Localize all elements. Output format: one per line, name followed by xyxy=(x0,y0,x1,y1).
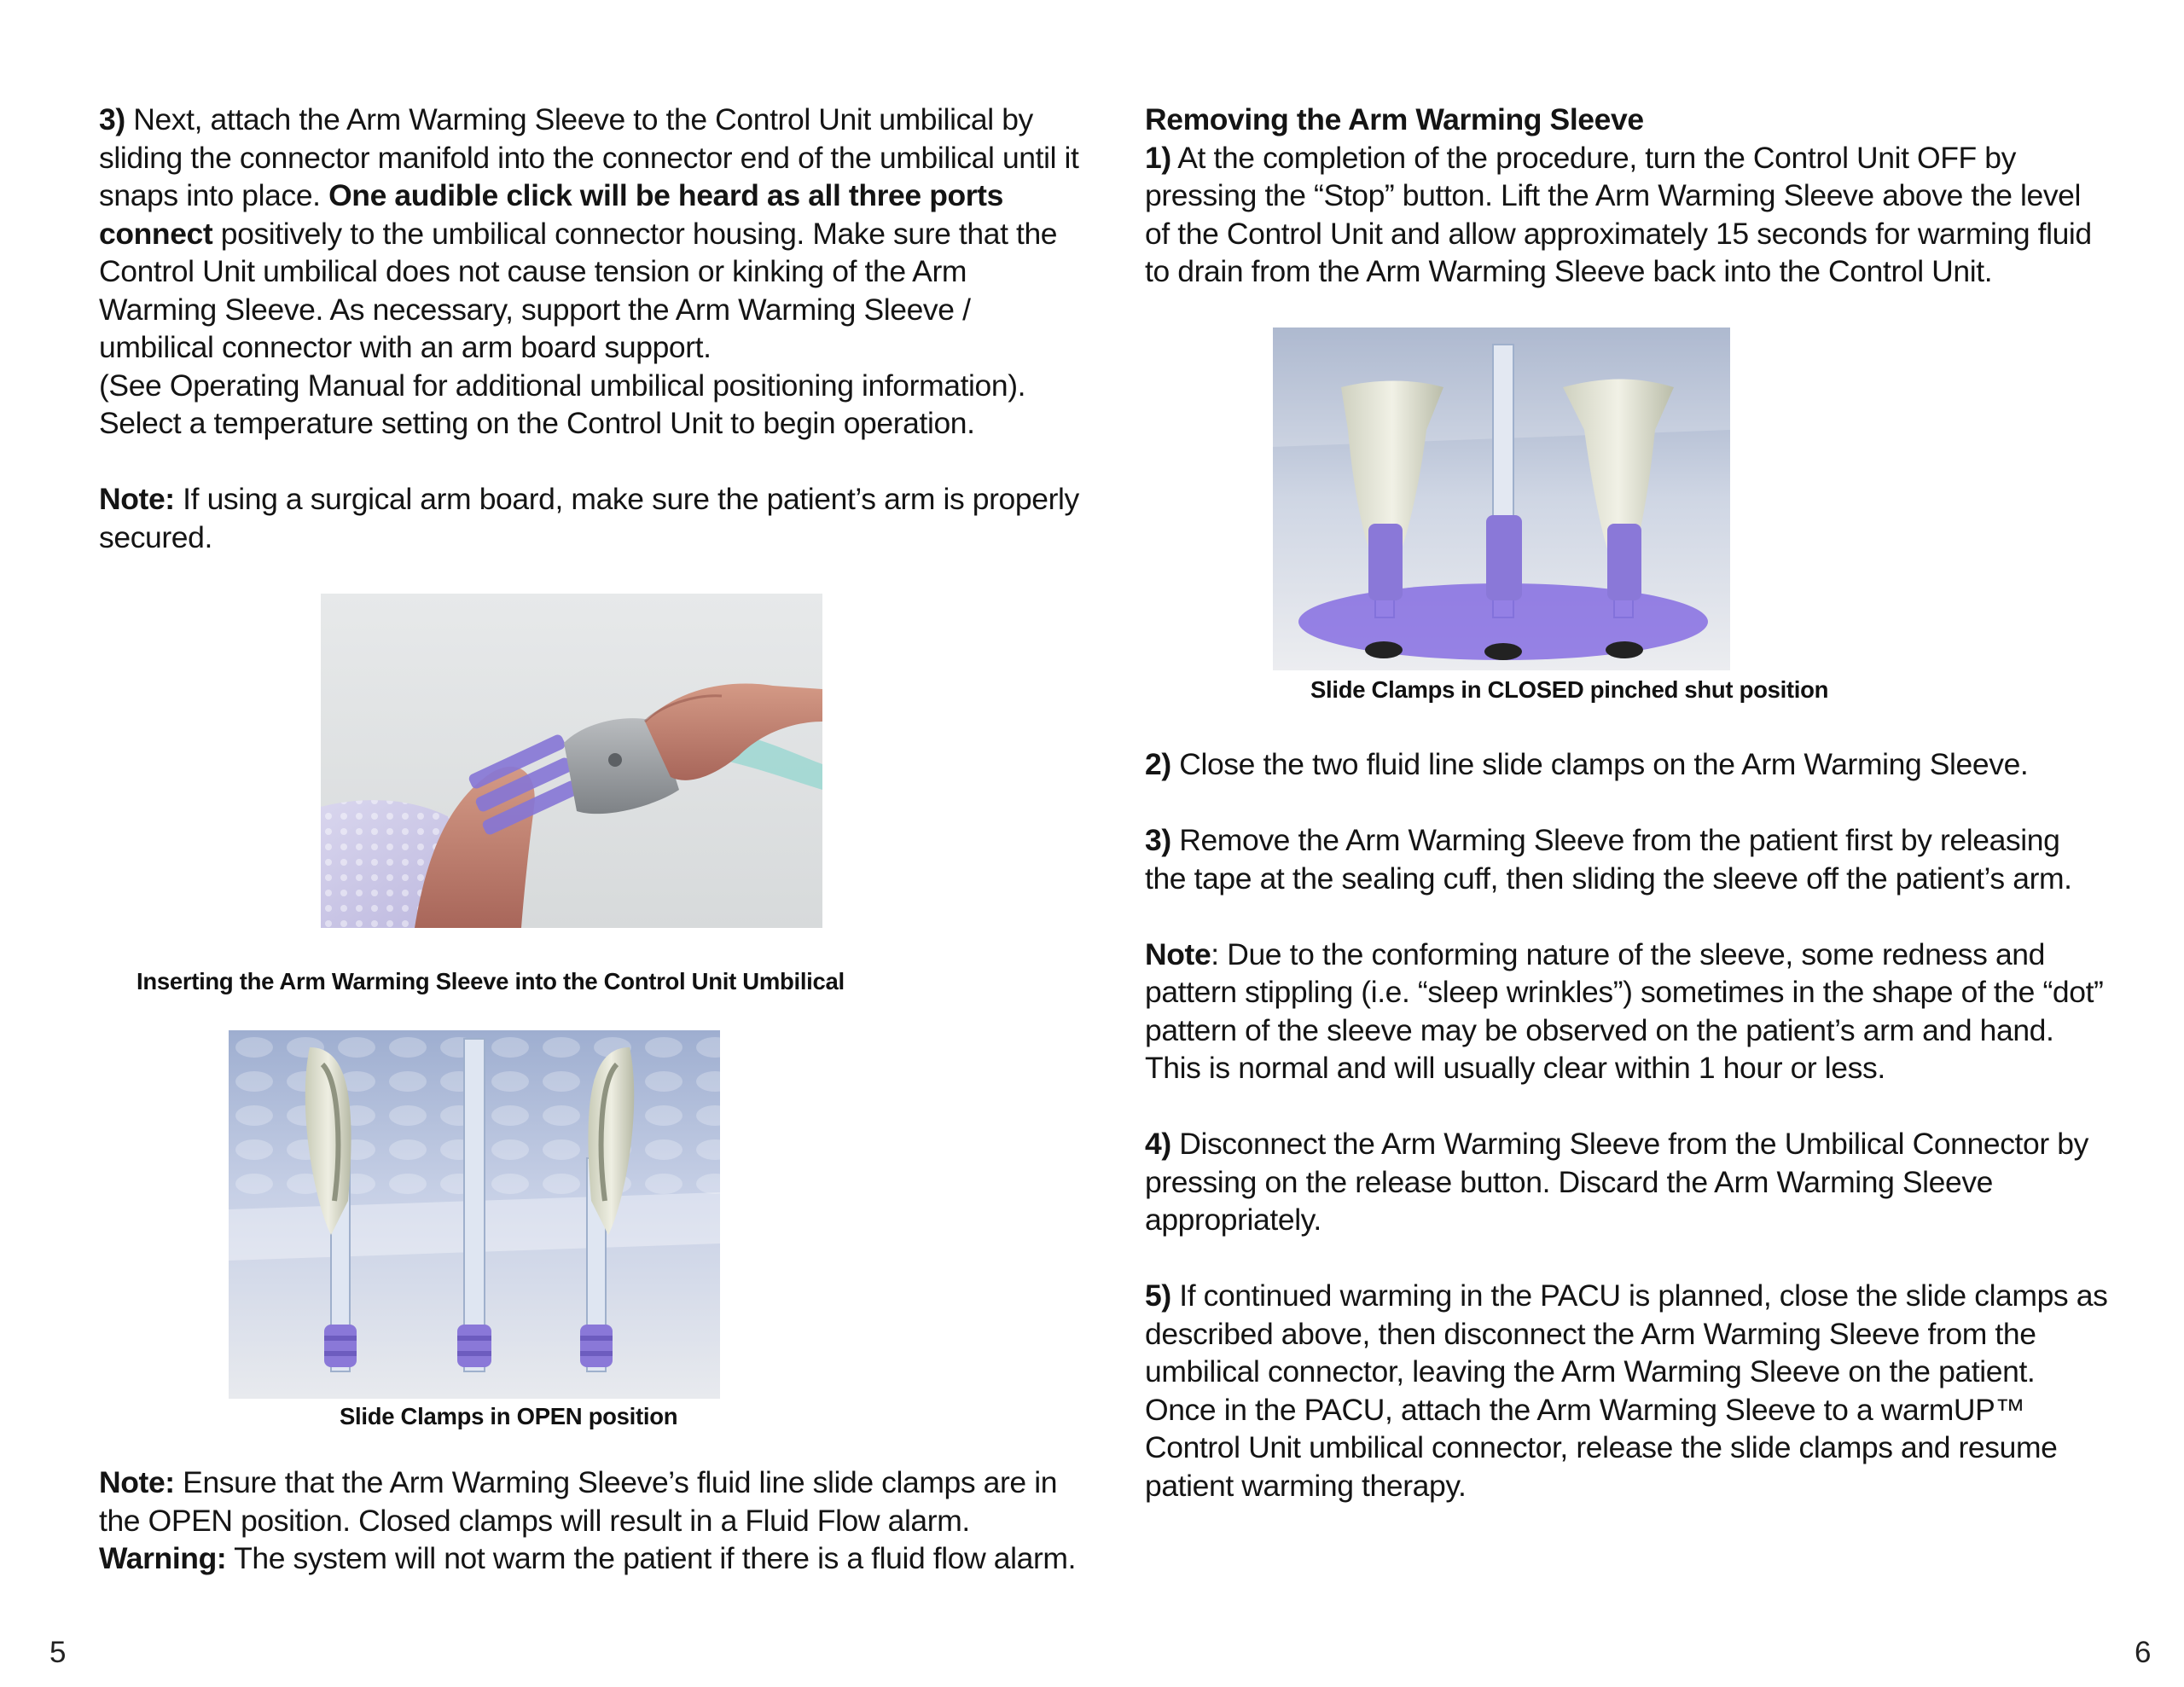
right-page-bottom-text xyxy=(1145,745,2109,1504)
photo-clamps-open xyxy=(229,1030,720,1399)
caption-clamps-closed: Slide Clamps in CLOSED pinched shut position xyxy=(1310,676,1829,703)
left-page-text xyxy=(99,101,1080,556)
note-redness: Note: Due to the conforming nature of the sleeve, some redness and pattern stippling (i.e. “sleep wrinkles”) sometimes in the shape of the “dot” pattern of the sleeve may be observed on the patient’s arm and hand. This is normal and will usually clear within 1 hour or less. xyxy=(1145,936,2104,1085)
step-4-paragraph: 4) Disconnect the Arm Warming Sleeve from the Umbilical Connector by pressing on the release button. Discard the Arm Warming Sleeve appropriately. xyxy=(1145,1127,2088,1237)
photo-clamps-closed xyxy=(1273,328,1730,670)
note-arm-board: Note: If using a surgical arm board, make sure the patient’s arm is properly secured. xyxy=(99,482,1079,554)
caption-inserting-sleeve: Inserting the Arm Warming Sleeve into the Control Unit Umbilical xyxy=(136,968,845,994)
step-3-paragraph: 3) Next, attach the Arm Warming Sleeve to the Control Unit umbilical by sliding the connector manifold into the connector end of the umbilical until it snaps into place. One audible click will be heard as all three ports connect positively to the umbilical connector housing. Make sure that the Control Unit umbilical does not cause tension or kinking of the Arm Warming Sleeve. As necessary, support the Arm Warming Sleeve / umbilical connector with an arm board support. xyxy=(99,102,1079,364)
step-5-paragraph: 5) If continued warming in the PACU is planned, close the slide clamps as described above, then disconnect the Arm Warming Sleeve from the umbilical connector, leaving the Arm Warming Sleeve on the patient. Once in the PACU, attach the Arm Warming Sleeve to a warmUP™ Control Unit umbilical connector, release the slide clamps and resume patient warming therapy. xyxy=(1145,1278,2108,1503)
note-open-clamps: Note: Ensure that the Arm Warming Sleeve’s fluid line slide clamps are in the OPEN position. Closed clamps will result in a Fluid Flow alarm. xyxy=(99,1465,1058,1538)
section-heading: Removing the Arm Warming Sleeve xyxy=(1145,102,1644,136)
step-1-paragraph: 1) At the completion of the procedure, turn the Control Unit OFF by pressing the “Stop” button. Lift the Arm Warming Sleeve above the level of the Control Unit and allow approximately 15 seconds for warming fluid to drain from the Arm Warming Sleeve back into the Control Unit. xyxy=(1145,140,2092,288)
step-3-removal-paragraph: 3) Remove the Arm Warming Sleeve from the patient first by releasing the tape at the sealing cuff, then sliding the sleeve off the patient’s arm. xyxy=(1145,823,2072,896)
operating-manual-paragraph: (See Operating Manual for additional umbilical positioning information). Select a temperature setting on the Control Unit to begin operation. xyxy=(99,368,1026,440)
page-number-right: 6 xyxy=(2135,1636,2152,1669)
caption-clamps-open: Slide Clamps in OPEN position xyxy=(340,1403,678,1429)
right-page-top-text xyxy=(1145,101,2109,291)
left-page-bottom-text xyxy=(99,1464,1080,1578)
step-2-paragraph: 2) Close the two fluid line slide clamps on the Arm Warming Sleeve. xyxy=(1145,747,2029,781)
page-number-left: 5 xyxy=(49,1636,67,1669)
photo-inserting-sleeve xyxy=(321,594,822,928)
warning-fluid-flow: Warning: The system will not warm the patient if there is a fluid flow alarm. xyxy=(99,1541,1077,1575)
